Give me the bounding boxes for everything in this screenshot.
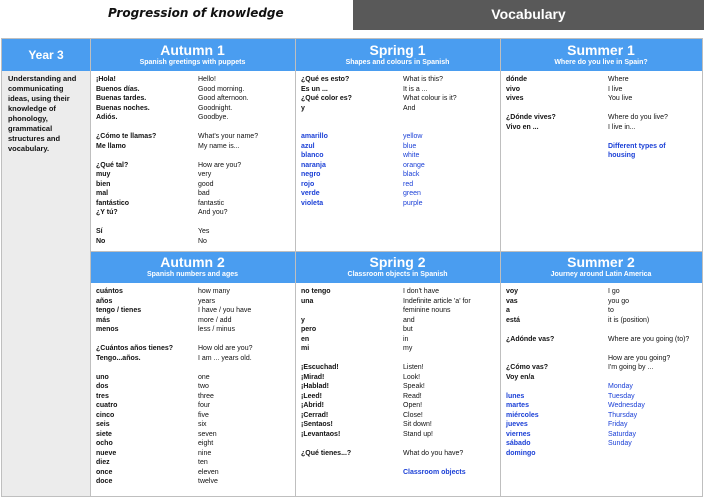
english-word: Yes [198,228,210,235]
spanish-word [301,306,351,316]
term-title: Spring 2 [369,254,426,270]
english-word: fantastic [198,199,225,207]
spanish-word: once [96,468,113,476]
english-word: Sunday [608,440,632,447]
english-word: yellow [403,133,423,140]
spanish-word: vivo [506,85,521,93]
spanish-column [96,75,156,246]
english-column [403,75,457,208]
english-word: nine [198,449,212,457]
english-word: What colour is it? [403,95,457,102]
spanish-word: a [506,307,510,314]
term-title: Autumn 2 [160,254,225,270]
english-word: green [403,190,421,197]
spanish-word [301,354,351,364]
english-word: how many [198,288,230,295]
english-word [608,325,689,335]
english-word: my [403,345,413,352]
spanish-word: cuatro [96,402,118,409]
english-word: What's your name? [198,133,259,140]
english-word: but [403,326,413,333]
english-word: very [198,171,212,178]
term-header [295,251,500,283]
spanish-word: y [301,316,305,324]
spanish-column [301,287,351,458]
english-word: Goodbye. [198,114,229,121]
spanish-word: No [96,237,106,245]
english-word: seven [198,430,217,438]
english-word: What do you have? [403,449,464,457]
term-subtitle: Journey around Latin America [550,271,652,278]
term-subtitle: Spanish greetings with puppets [139,59,246,66]
spanish-word: más [96,316,111,324]
english-word: less / minus [198,326,235,333]
english-word [403,354,471,364]
term-header [295,39,500,71]
spanish-column [301,75,352,208]
spanish-word: Tengo...años. [96,354,141,362]
english-word: Stand up! [403,430,433,438]
term-spring-1 [295,39,500,251]
term-subtitle: Where do you live in Spain? [554,59,648,66]
term-subtitle: Shapes and colours in Spanish [345,59,450,66]
spanish-word: violeta [301,199,324,207]
spanish-word: ¿Qué color es? [301,95,352,102]
spanish-word: Buenas noches. [96,104,150,112]
divider [90,251,702,252]
term-autumn-2 [90,251,295,496]
vocabulary-title: Vocabulary [491,6,566,22]
term-summer-1 [500,39,702,251]
english-column [198,75,258,246]
term-header [90,39,295,71]
spanish-word: Vivo en ... [506,123,539,131]
divider [295,39,296,496]
english-word: housing [608,152,636,159]
english-word: Look! [403,373,421,381]
term-autumn-1 [90,39,295,251]
english-word: Open! [403,402,423,409]
english-word: I'm going by ... [608,364,654,371]
spanish-word: Voy en/a [506,373,535,381]
spanish-word: blanco [301,152,324,159]
english-word: Tuesday [608,392,635,400]
english-column [198,287,252,487]
english-word: How are you going? [608,354,671,362]
english-word: Goodnight. [198,104,233,112]
spanish-word [96,123,156,133]
english-word: Sit down! [403,421,432,428]
spanish-word: voy [506,288,519,295]
term-header [90,251,295,283]
spanish-word: diez [96,459,110,466]
english-column [403,287,471,477]
spanish-word: ¡Escuchad! [301,364,339,371]
spanish-word: nueve [96,449,117,457]
spanish-word: verde [301,190,320,197]
spanish-word: ¡Hablad! [301,383,329,390]
spanish-word: ¿Cuántos años tienes? [96,345,174,352]
spanish-word [96,151,156,161]
spanish-word: años [96,297,113,305]
spanish-word: Es un ... [301,85,328,93]
spanish-word: ¿Cómo te llamas? [96,133,157,140]
english-word: black [403,171,420,178]
english-word: I go [608,288,620,295]
spanish-word [96,218,156,228]
spanish-word: ¿Dónde vives? [506,114,556,121]
spanish-word: ¿Adónde vas? [506,335,555,343]
spanish-word: negro [301,171,321,178]
spanish-word: sábado [506,440,531,447]
spanish-word: Me llamo [96,142,126,150]
english-column [608,75,668,161]
divider [90,39,91,496]
divider [500,39,501,496]
side-description: Understanding and communicating ideas, using their knowledge of phonology, grammatical structures and vocabulary. [2,71,90,496]
english-word: How are you? [198,161,242,169]
english-word [403,439,471,449]
spanish-word: dónde [506,76,527,83]
english-word: And you? [198,209,228,216]
term-summer-2 [500,251,702,496]
spanish-word: ¿Qué tal? [96,161,129,169]
progression-header [0,0,352,30]
spanish-column [96,287,173,487]
english-word: Where do you live? [608,114,668,121]
english-word: Indefinite article 'a' for [403,297,471,305]
english-word: Friday [608,421,628,428]
term-header [500,251,702,283]
english-word [608,132,668,142]
spanish-word [506,104,556,114]
spanish-word: naranja [301,161,326,169]
spanish-column [506,287,554,458]
progression-title: Progression of knowledge [108,6,284,20]
spanish-word: y [301,104,305,112]
spanish-word: Sí [96,228,103,235]
english-word: three [198,392,214,400]
english-word: Listen! [403,364,424,371]
english-word: It is a ... [403,85,428,93]
english-word: What is this? [403,76,444,83]
spanish-word: miércoles [506,411,539,419]
spanish-word: muy [96,171,111,178]
english-word: Close! [403,411,423,419]
spanish-word: jueves [506,421,528,428]
english-word: Good afternoon. [198,95,249,102]
english-word: purple [403,199,423,207]
english-word: orange [403,161,425,169]
spanish-word [301,123,352,133]
english-word: in [403,335,409,343]
spanish-word: ocho [96,440,113,447]
english-word: And [403,104,416,112]
english-word: years [198,297,216,305]
spanish-word: ¡Hola! [96,76,116,83]
english-word: twelve [198,478,218,485]
spanish-word: ¿Cómo vas? [506,364,549,371]
spanish-word: uno [96,373,109,381]
spanish-word: pero [301,326,317,333]
english-word: Good morning. [198,85,245,93]
english-word [403,113,457,123]
term-header [500,39,702,71]
english-word: Wednesday [608,402,645,409]
spanish-word: ¡Sentaos! [301,421,333,428]
spanish-word: ¿Qué es esto? [301,76,350,83]
spanish-word [506,325,554,335]
term-spring-2 [295,251,500,496]
term-subtitle: Classroom objects in Spanish [347,271,448,278]
english-word: you go [608,297,630,305]
spanish-word: menos [96,326,119,333]
english-word: Speak! [403,383,425,390]
english-word [608,344,689,354]
term-title: Spring 1 [369,42,426,58]
spanish-word: vas [506,297,518,305]
english-word: bad [198,190,210,197]
english-word: Read! [403,392,422,400]
spanish-word: rojo [301,180,315,188]
spanish-word: vives [506,95,524,102]
spanish-word: ¡Levantaos! [301,430,341,438]
english-word: How old are you? [198,345,253,352]
english-word: it is (position) [608,316,650,324]
english-word: ten [198,459,208,466]
spanish-word [96,335,173,345]
spanish-word [506,354,554,364]
spanish-word: tres [96,392,109,400]
english-word: Thursday [608,411,638,419]
english-word: two [198,383,209,390]
english-word: six [198,421,207,428]
english-word: Monday [608,383,633,390]
english-word [608,373,689,383]
spanish-word: doce [96,478,113,485]
english-word: You live [608,95,633,102]
spanish-word: ¡Mirad! [301,373,325,381]
english-word: Classroom objects [403,468,466,476]
term-subtitle: Spanish numbers and ages [146,271,239,278]
spanish-word: viernes [506,430,531,438]
spanish-word: fantástico [96,199,130,207]
english-word: Where are you going (to)? [608,335,690,343]
spanish-word [96,363,173,373]
spanish-word: no tengo [301,288,331,295]
spanish-word: mal [96,190,109,197]
spanish-word [506,344,554,354]
spanish-word: Buenos días. [96,85,140,93]
spanish-word: Buenas tardes. [96,95,147,102]
vocabulary-header [353,0,704,30]
spanish-word: seis [96,421,110,428]
english-word: to [608,307,614,314]
english-word: I am ... years old. [198,354,252,362]
spanish-word: cuántos [96,288,123,295]
english-word [198,151,258,161]
english-word [403,123,457,133]
spanish-word: una [301,297,314,305]
english-word: I live [608,85,623,93]
english-word: five [198,411,209,419]
english-word: I don't have [403,288,439,295]
spanish-word: amarillo [301,133,328,140]
english-word: blue [403,142,417,150]
spanish-column [506,75,556,132]
english-word: Where [608,76,629,83]
spanish-word: martes [506,402,529,409]
spanish-word: está [506,316,521,324]
spanish-word [506,382,554,392]
english-word [198,123,258,133]
english-word: I have / you have [198,307,252,314]
english-word: Saturday [608,430,637,438]
term-title: Autumn 1 [160,42,225,58]
spanish-word: lunes [506,392,525,400]
english-word: eleven [198,468,219,476]
english-word: Different types of [608,142,666,150]
english-word: one [198,373,210,381]
spanish-word: ¡Cerrad! [301,411,329,419]
term-title: Summer 1 [567,42,635,58]
spanish-word [301,113,352,123]
year-label: Year 3 [2,39,90,71]
spanish-word: ¡Abrid! [301,402,324,409]
english-word [403,458,471,468]
spanish-word: mi [301,345,310,352]
english-word: four [198,402,211,409]
english-word [608,104,668,114]
english-word [198,335,252,345]
english-word: white [403,152,420,159]
spanish-word: cinco [96,411,115,419]
english-word: My name is... [198,142,240,150]
english-word: eight [198,440,214,447]
english-word: good [198,180,214,188]
spanish-word: domingo [506,449,536,457]
spanish-word: siete [96,430,112,438]
english-word: feminine nouns [403,307,451,314]
english-word: Hello! [198,76,216,83]
english-word: No [198,237,207,245]
term-title: Summer 2 [567,254,635,270]
english-column [608,287,689,449]
spanish-word: ¿Qué tienes...? [301,449,352,457]
spanish-word [301,439,351,449]
spanish-word: ¿Y tú? [96,209,118,216]
spanish-word: dos [96,383,109,390]
spanish-word: tengo / tienes [96,307,142,314]
english-word [198,363,252,373]
spanish-word: Adiós. [96,114,118,121]
spanish-word: bien [96,180,111,188]
spanish-word: ¡Leed! [301,392,322,400]
vocabulary-grid [1,38,703,497]
spanish-word: azul [301,142,315,150]
english-word [198,218,258,228]
english-word: I live in... [608,123,636,131]
english-word: more / add [198,316,232,324]
spanish-word: en [301,335,310,343]
english-word: red [403,180,414,188]
english-word: and [403,316,415,324]
